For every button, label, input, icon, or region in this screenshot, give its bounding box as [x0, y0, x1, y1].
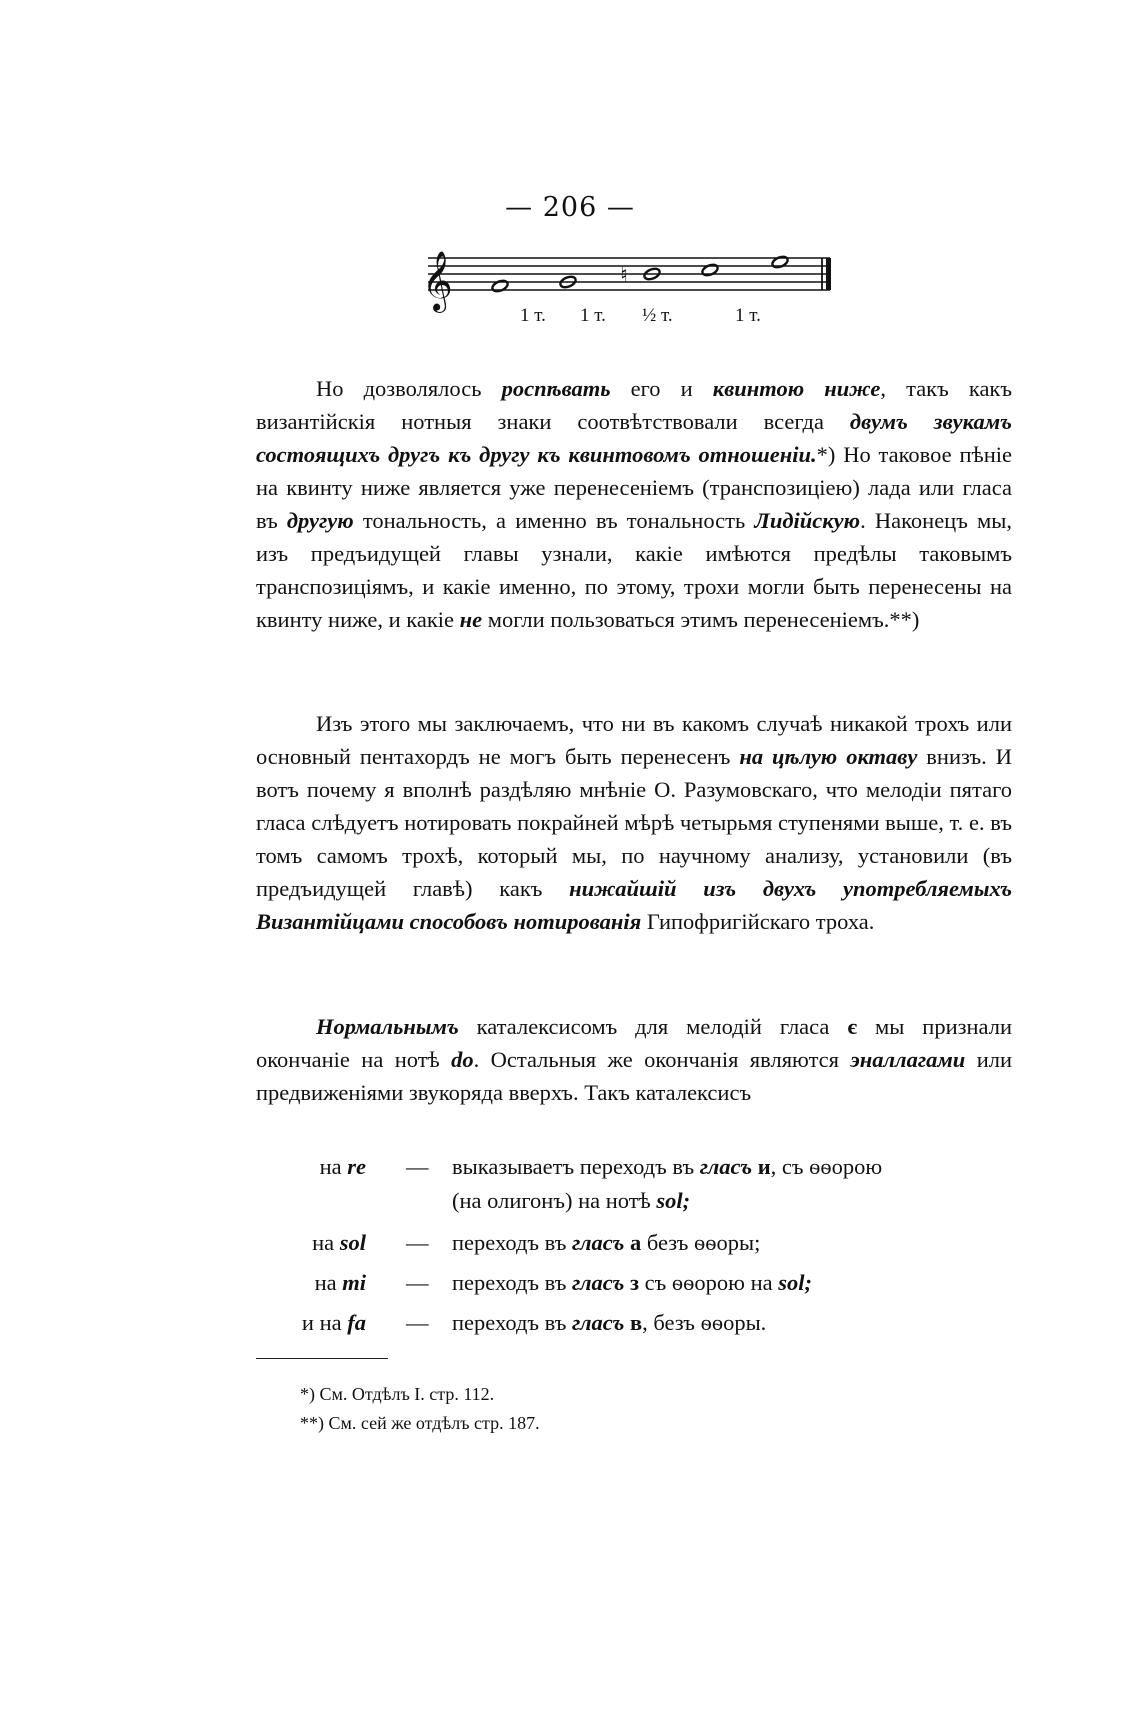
final-barline-thick [826, 258, 831, 290]
interval-label: 1 т. [520, 305, 546, 326]
note-1 [491, 279, 509, 294]
text-run: каталексисомъ для мелодiй гласа [458, 1014, 848, 1039]
italic-run: двумъ звукамъ состоящихъ другъ къ другу къ квинтовомъ отношенiи. [256, 409, 1012, 467]
catalexis-lead: и на fa [301, 1310, 366, 1335]
catalexis-row [256, 1150, 1016, 1184]
text-run: . Наконецъ мы, изъ предъидущей главы узнали, какiе имѣются предѣлы таковымъ транспозицiямъ, и какiе именно, по этому, трохи могли быть перенесены на квинту ниже, и какiе [256, 508, 1012, 632]
staff-lines [428, 258, 830, 290]
interval-label: ½ т. [642, 305, 673, 326]
glas-sign: є [847, 1014, 858, 1039]
note-4 [701, 263, 719, 278]
text-run: Гипофригiйскаго троха. [641, 909, 875, 934]
text-run: его и [610, 376, 713, 401]
footnote-divider [256, 1358, 388, 1359]
catalexis-desc: переходъ въ гласъ в, безъ ѳѳоры. [452, 1310, 767, 1335]
dash: — [406, 1154, 429, 1179]
italic-run: эналлагами [850, 1047, 966, 1072]
natural-sign-icon: ♮ [620, 263, 628, 288]
dash: — [406, 1310, 429, 1335]
italic-run: нижайшiй изъ двухъ употребляемыхъ Византiйцами способовъ нотированiя [256, 876, 1012, 934]
italic-run: Лидiйскую [754, 508, 861, 533]
catalexis-desc: (на олигонъ) на нотѣ sol; [452, 1188, 691, 1213]
italic-run: квинтою ниже [712, 376, 881, 401]
italic-run: do [451, 1047, 474, 1072]
footnote: *) См. Отдѣлъ I. стр. 112. [300, 1384, 495, 1404]
italic-run: другую [286, 508, 354, 533]
text-run: *) Но таковое пѣнiе на квинту ниже является уже перенесенiемъ (транспозицiею) лада или гласа въ [256, 442, 1012, 533]
interval-label: 1 т. [580, 305, 606, 326]
paragraph-1 [256, 372, 1012, 636]
italic-run: на цѣлую октаву [739, 744, 918, 769]
dash: — [406, 1230, 429, 1255]
page-number: — 206 — [505, 192, 635, 223]
catalexis-desc: переходъ въ гласъ а безъ ѳѳоры; [452, 1230, 761, 1255]
italic-run: роспѣвать [501, 376, 611, 401]
catalexis-row [256, 1226, 1016, 1266]
catalexis-desc: выказываетъ переходъ въ гласъ и, съ ѳѳорою [452, 1154, 883, 1179]
italic-run: Нормальнымъ [316, 1014, 459, 1039]
interval-labels [520, 305, 761, 326]
footnotes [300, 1380, 540, 1438]
catalexis-row [256, 1266, 1016, 1306]
text-run: , такъ какъ византiйскiя нотныя знаки соотвѣтствовали всегда [256, 376, 1012, 434]
text-run: могли пользоваться этимъ перенесенiемъ.**) [482, 607, 920, 632]
catalexis-row-continued [256, 1184, 1016, 1218]
footnote: **) См. сей же отдѣлъ стр. 187. [300, 1413, 540, 1433]
catalexis-lead: на sol [312, 1230, 366, 1255]
text-run: внизъ. И вотъ почему я вполнѣ раздѣляю мнѣнiе О. Разумовскаго, что мелодiи пятаго гласа слѣдуетъ нотировать покрайней мѣрѣ четырьмя ступенями выше, т. е. въ томъ самомъ трохѣ, который мы, по научному анализу, установили (въ предъидущей главѣ) какъ [256, 744, 1012, 901]
text-run: мы признали окончанiе на нотѣ [256, 1014, 1013, 1072]
treble-clef-icon: 𝄞 [422, 251, 453, 311]
text-run: или предвиженiями звукоряда вверхъ. Такъ каталексисъ [256, 1047, 1013, 1105]
catalexis-desc: переходъ въ гласъ з съ ѳѳорою на sol; [452, 1270, 812, 1295]
catalexis-lead: на mi [314, 1270, 366, 1295]
note-5 [771, 255, 789, 270]
music-staff-example [420, 240, 850, 340]
text-run: тональность, а именно въ тональность [353, 508, 755, 533]
paragraph-3 [256, 1010, 1012, 1109]
interval-label: 1 т. [735, 305, 761, 326]
italic-run: не [459, 607, 483, 632]
text-run: Изъ этого мы заключаемъ, что ни въ какомъ случаѣ никакой трохъ или основный пентахордъ не могъ быть перенесенъ [256, 711, 1012, 769]
text-run: Но дозволялось [316, 376, 502, 401]
catalexis-row [256, 1306, 1016, 1346]
text-run: . Остальныя же окончанiя являются [473, 1047, 851, 1072]
catalexis-lead: на re [319, 1154, 366, 1179]
catalexis-list [256, 1150, 1016, 1346]
dash: — [406, 1270, 429, 1295]
paragraph-2 [256, 707, 1012, 938]
